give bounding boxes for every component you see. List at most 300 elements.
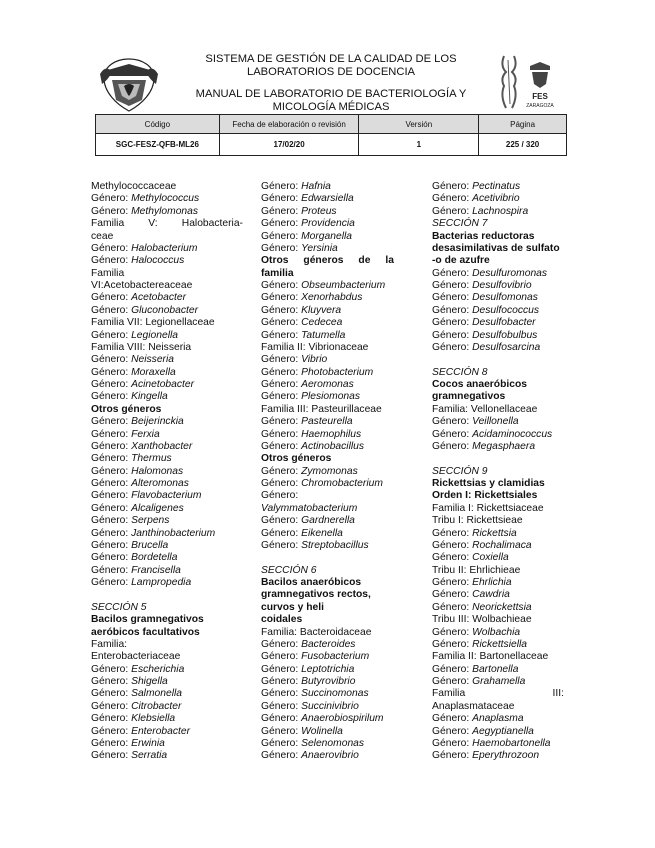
genus-label: Género:: [432, 341, 473, 353]
taxonomy-line: Tribu I: Rickettsieae: [432, 515, 523, 527]
genus-label: Género:: [261, 205, 302, 217]
spacer: [432, 453, 564, 465]
genus-name: Kingella: [131, 391, 168, 403]
genus-label: Género:: [432, 737, 473, 749]
genus-name: Desulfuromonas: [472, 267, 548, 279]
genus-line: [432, 342, 564, 354]
genus-label: Género:: [91, 688, 132, 700]
genus-line: [91, 367, 243, 379]
genus-name: Neorickettsia: [472, 601, 532, 613]
genus-line: [261, 676, 394, 688]
genus-line: [261, 688, 394, 700]
genus-name: Aegyptianella: [472, 725, 534, 737]
genus-label: Género:: [261, 317, 302, 329]
genus-label: Género:: [91, 440, 132, 452]
genus-label: Género:: [261, 713, 302, 725]
genus-label: Género:: [261, 230, 302, 242]
genus-line: [432, 552, 564, 564]
genus-label: Género:: [432, 539, 473, 551]
genus-line: [432, 627, 564, 639]
taxonomy-line: Familia III: Pasteurillaceae: [261, 403, 382, 415]
control-table-value-row: [96, 134, 567, 156]
bold-heading: Bacterias reductoras desasimilativas de sulfato -o de azufre: [432, 230, 560, 267]
genus-line: [432, 193, 564, 205]
genus-label: Género:: [432, 428, 473, 440]
taxonomy-line: Familia II: Vibrionaceae: [261, 341, 369, 353]
bold-heading: Otros géneros: [91, 403, 162, 415]
genus-line: [91, 193, 243, 205]
genus-line: [261, 478, 394, 490]
genus-line: [432, 750, 564, 762]
genus-name: Acetobacter: [131, 292, 187, 304]
genus-line: [261, 466, 394, 478]
genus-label: Género:: [261, 292, 302, 304]
section-heading: SECCIÓN 5: [91, 601, 147, 613]
genus-line: [261, 639, 394, 651]
genus-line: [91, 503, 243, 515]
genus-line: [432, 292, 564, 304]
genus-line: [91, 664, 243, 676]
genus-line: [261, 515, 394, 527]
genus-name: Photobacterium: [301, 366, 374, 378]
genus-line: [432, 330, 564, 342]
genus-label: Género:: [261, 416, 302, 428]
genus-label: Género:: [261, 676, 302, 687]
genus-line: [91, 750, 243, 762]
genus-name: Methylococcus: [131, 193, 200, 205]
genus-name: Serratia: [131, 750, 168, 762]
genus-name: Desulfococcus: [472, 304, 540, 316]
genus-label: Género:: [91, 713, 132, 725]
genus-name: Salmonella: [131, 688, 183, 700]
genus-line: [261, 206, 394, 218]
genus-label: Género:: [432, 205, 473, 217]
genus-name: Halococcus: [131, 255, 185, 267]
value-code: SGC-FESZ-QFB-ML26: [96, 134, 220, 156]
genus-label: Género:: [261, 391, 302, 403]
genus-line: [261, 503, 394, 515]
genus-name: Eperythrozoon: [472, 750, 540, 762]
genus-line: [91, 552, 243, 564]
genus-label: Género:: [91, 453, 132, 465]
genus-line: [432, 528, 564, 540]
genus-line: [91, 713, 243, 725]
genus-line: [91, 466, 243, 478]
genus-label: Género:: [91, 304, 132, 316]
genus-label: Género:: [261, 651, 302, 663]
genus-line: [261, 193, 394, 205]
taxonomy-line: Familia: Vellonellaceae: [432, 403, 538, 415]
genus-label: Género:: [261, 242, 302, 254]
genus-name: Shigella: [131, 676, 168, 687]
unam-crest-logo: [98, 56, 160, 114]
system-title-line1: SISTEMA DE GESTIÓN DE LA CALIDAD DE LOS: [205, 53, 457, 65]
genus-label: Género:: [91, 242, 132, 254]
genus-label: Género:: [432, 280, 473, 291]
genus-label: Género:: [432, 416, 473, 428]
genus-label: Género:: [261, 750, 302, 762]
section-heading: SECCIÓN 6: [261, 564, 317, 576]
genus-line: [432, 602, 564, 614]
genus-label: Género:: [432, 663, 473, 675]
genus-line: [432, 738, 564, 750]
system-title-line2: LABORATORIOS DE DOCENCIA: [246, 66, 416, 78]
genus-line: [91, 379, 243, 391]
taxonomy-line: Familia V: Halobacteria-: [91, 218, 243, 230]
control-table-header-row: [96, 115, 567, 134]
genus-line: [261, 664, 394, 676]
genus-label: Género:: [91, 737, 132, 749]
genus-line: [91, 688, 243, 700]
genus-name: Eikenella: [301, 527, 343, 539]
genus-label: Género:: [91, 577, 132, 588]
genus-label: Género:: [432, 317, 473, 329]
zaragoza-logo-text: ZARAGOZA: [526, 103, 554, 109]
genus-label: Género:: [432, 676, 473, 687]
genus-label: Género:: [261, 366, 302, 378]
header-version: Versión: [359, 115, 479, 134]
genus-line: [432, 280, 564, 292]
genus-line: [261, 726, 394, 738]
section-heading: SECCIÓN 9: [432, 465, 488, 477]
genus-label: Género:: [91, 700, 132, 712]
genus-line: [432, 416, 564, 428]
genus-label: Género:: [91, 750, 132, 762]
genus-line: [261, 391, 394, 403]
taxonomy-line: Familia VII: Legionellaceae: [91, 317, 215, 329]
section-heading: SECCIÓN 7: [432, 218, 488, 230]
genus-label: Género:: [432, 304, 473, 316]
genus-name: Coxiella: [472, 552, 509, 564]
genus-name: Hafnia: [301, 181, 331, 192]
genus-label: Género:: [91, 205, 132, 217]
taxonomy-line: Familia:: [91, 638, 128, 650]
text-column-2: [261, 181, 394, 763]
genus-label: Género:: [432, 750, 473, 762]
bold-heading: Cocos anaeróbicos gramnegativos: [432, 379, 527, 403]
genus-line: [91, 243, 243, 255]
genus-name: Legionella: [131, 329, 179, 341]
header-date: Fecha de elaboración o revisión: [219, 115, 359, 134]
genus-label: Género:: [91, 255, 132, 267]
genus-line: [432, 441, 564, 453]
genus-label: Género:: [91, 490, 132, 502]
genus-name: Flavobacterium: [131, 490, 202, 502]
genus-line: [261, 280, 394, 292]
genus-label: Género:: [91, 515, 132, 527]
genus-label: Género:: [91, 416, 132, 428]
genus-label: Género:: [432, 181, 473, 192]
genus-label: Género:: [261, 515, 302, 527]
genus-line: [261, 701, 394, 713]
genus-name: Anaerobiospirilum: [301, 713, 384, 725]
genus-line: [91, 540, 243, 552]
taxonomy-line: Género:: [261, 490, 299, 502]
genus-line: [261, 429, 394, 441]
genus-label: Género:: [432, 193, 473, 205]
genus-label: Género:: [432, 440, 473, 452]
taxonomy-line: Familia III:: [432, 688, 564, 700]
genus-name: Pectinatus: [472, 181, 521, 192]
value-date: 17/02/20: [219, 134, 359, 156]
genus-line: [91, 255, 243, 267]
genus-line: [91, 701, 243, 713]
genus-label: Género:: [91, 676, 132, 687]
genus-line: [432, 713, 564, 725]
taxonomy-line: Tribu III: Wolbachieae: [432, 614, 532, 626]
genus-line: [91, 354, 243, 366]
genus-line: [432, 317, 564, 329]
genus-name: Providencia: [301, 218, 355, 230]
fes-zaragoza-logo: [496, 52, 562, 114]
genus-label: Género:: [261, 465, 302, 477]
genus-line: [432, 589, 564, 601]
text-column-3: [432, 181, 564, 763]
bold-heading: familia: [261, 267, 294, 279]
genus-name: Wolinella: [301, 725, 343, 737]
genus-name: Haemophilus: [301, 428, 362, 440]
genus-line: [432, 726, 564, 738]
bold-heading: Otros géneros de la: [261, 255, 394, 267]
genus-label: Género:: [261, 304, 302, 316]
genus-line: [91, 577, 243, 589]
genus-name: Francisella: [131, 564, 181, 576]
fes-zaragoza-emblem: [496, 52, 562, 114]
genus-line: [261, 330, 394, 342]
genus-line: [261, 181, 394, 193]
genus-label: Género:: [432, 725, 473, 737]
genus-line: [91, 453, 243, 465]
genus-label: Género:: [91, 391, 132, 403]
value-version: 1: [359, 134, 479, 156]
genus-name: Enterobacter: [131, 725, 191, 737]
manual-title-line2: MICOLOGÍA MÉDICAS: [272, 101, 390, 113]
genus-line: [91, 490, 243, 502]
taxonomy-line: Familia I: Rickettsiaceae: [432, 502, 544, 514]
genus-name: Haemobartonella: [472, 737, 551, 749]
genus-label: Género:: [261, 354, 302, 366]
genus-label: Género:: [91, 193, 132, 205]
genus-label: Género:: [91, 354, 132, 366]
genus-line: [91, 726, 243, 738]
genus-name: Rochalimaca: [472, 539, 532, 551]
genus-label: Género:: [261, 638, 302, 650]
genus-line: [261, 317, 394, 329]
genus-name: Lampropedia: [131, 577, 192, 588]
genus-name: Xenorhabdus: [301, 292, 363, 304]
genus-label: Género:: [261, 527, 302, 539]
genus-label: Género:: [432, 577, 473, 588]
genus-name: Valymmatobacterium: [261, 502, 358, 514]
genus-name: Actinobacillus: [301, 440, 365, 452]
genus-line: [432, 664, 564, 676]
genus-name: Cawdria: [472, 589, 510, 601]
genus-label: Género:: [432, 267, 473, 279]
taxonomy-line: Familia VIII: Neisseria: [91, 341, 192, 353]
genus-line: [91, 515, 243, 527]
genus-line: [261, 713, 394, 725]
genus-name: Serpens: [131, 515, 170, 527]
genus-name: Obseumbacterium: [301, 280, 386, 291]
genus-name: Butyrovibrio: [301, 676, 356, 687]
genus-name: Rickettsia: [472, 527, 517, 539]
genus-line: [91, 292, 243, 304]
genus-name: Bordetella: [131, 552, 178, 564]
genus-line: [91, 676, 243, 688]
genus-name: Chromobacterium: [301, 478, 383, 489]
spacer: [432, 354, 564, 366]
genus-name: Edwarsiella: [301, 193, 354, 205]
genus-name: Halomonas: [131, 465, 184, 477]
genus-name: Morganella: [301, 230, 353, 242]
genus-name: Streptobacillus: [301, 539, 369, 551]
genus-line: [261, 231, 394, 243]
genus-line: [261, 540, 394, 552]
genus-label: Género:: [432, 601, 473, 613]
genus-line: [91, 478, 243, 490]
genus-label: Género:: [91, 379, 132, 390]
genus-name: Leptotrichia: [301, 663, 355, 675]
manual-title-line1: MANUAL DE LABORATORIO DE BACTERIOLOGÍA Y: [195, 88, 467, 100]
genus-name: Alcaligenes: [131, 502, 184, 514]
genus-line: [261, 738, 394, 750]
genus-name: Janthinobacterium: [131, 527, 216, 539]
spacer: [91, 589, 243, 601]
genus-line: [432, 577, 564, 589]
taxonomy-line: Anaplasmataceae: [432, 700, 515, 712]
genus-label: Género:: [432, 527, 473, 539]
genus-name: Brucella: [131, 539, 169, 551]
genus-name: Desulfomonas: [472, 292, 538, 304]
genus-name: Zymomonas: [301, 465, 358, 477]
genus-name: Veillonella: [472, 416, 519, 428]
genus-line: [261, 218, 394, 230]
genus-line: [261, 243, 394, 255]
genus-name: Desulfobacter: [472, 317, 536, 329]
genus-line: [261, 305, 394, 317]
genus-label: Género:: [91, 428, 132, 440]
genus-name: Gardnerella: [301, 515, 355, 527]
genus-name: Anaerovibrio: [301, 750, 359, 762]
genus-name: Megasphaera: [472, 440, 536, 452]
genus-name: Vibrio: [301, 354, 328, 366]
genus-name: Beijerinckia: [131, 416, 184, 428]
genus-label: Género:: [432, 329, 473, 341]
genus-line: [432, 639, 564, 651]
taxonomy-line: Tribu II: Ehrlichieae: [432, 564, 521, 576]
genus-line: [432, 429, 564, 441]
genus-line: [261, 416, 394, 428]
genus-label: Género:: [261, 688, 302, 700]
genus-label: Género:: [432, 638, 473, 650]
genus-line: [432, 181, 564, 193]
genus-name: Aeromonas: [301, 379, 354, 390]
value-page: 225 / 320: [479, 134, 567, 156]
taxonomy-line: Familia: [91, 267, 125, 279]
genus-name: Xanthobacter: [131, 440, 193, 452]
bold-heading: Bacilos anaeróbicos gramnegativos rectos, curvos y heli: [261, 577, 371, 613]
genus-line: [261, 379, 394, 391]
genus-name: Gluconobacter: [131, 304, 199, 316]
genus-label: Género:: [261, 329, 302, 341]
genus-label: Género:: [432, 589, 473, 601]
genus-name: Proteus: [301, 205, 337, 217]
genus-line: [91, 738, 243, 750]
genus-name: Tatumella: [301, 329, 346, 341]
genus-name: Desulfobulbus: [472, 329, 538, 341]
genus-line: [432, 305, 564, 317]
taxonomy-line: Enterobacteriaceae: [91, 651, 181, 663]
genus-line: [432, 206, 564, 218]
genus-label: Género:: [91, 292, 132, 304]
section-heading: SECCIÓN 8: [432, 366, 488, 378]
genus-label: Género:: [261, 700, 302, 712]
genus-name: Anaplasma: [472, 713, 524, 725]
genus-label: Género:: [261, 193, 302, 205]
taxonomy-line: Familia: Bacteroidaceae: [261, 626, 372, 638]
genus-label: Género:: [91, 527, 132, 539]
genus-name: Neisseria: [131, 354, 174, 366]
genus-label: Género:: [432, 626, 473, 638]
genus-label: Género:: [261, 663, 302, 675]
genus-label: Género:: [432, 552, 473, 564]
genus-name: Halobacterium: [131, 242, 198, 254]
genus-label: Género:: [261, 440, 302, 452]
genus-label: Género:: [91, 539, 132, 551]
taxonomy-line: ceae: [91, 230, 114, 242]
fes-logo-text: FES: [532, 92, 548, 101]
genus-line: [91, 416, 243, 428]
taxonomy-line: Methylococcaceae: [91, 181, 177, 192]
genus-label: Género:: [91, 329, 132, 341]
genus-name: Acidaminococcus: [472, 428, 553, 440]
genus-label: Género:: [432, 713, 473, 725]
genus-line: [91, 391, 243, 403]
genus-name: Bacteroides: [301, 638, 356, 650]
genus-line: [261, 651, 394, 663]
system-title: [180, 53, 482, 79]
genus-line: [91, 305, 243, 317]
genus-name: Cedecea: [301, 317, 343, 329]
header-page: Página: [479, 115, 567, 134]
genus-name: Plesiomonas: [301, 391, 361, 403]
genus-name: Ferxia: [131, 428, 160, 440]
bold-heading: Orden I: Rickettsiales: [432, 490, 538, 502]
taxonomy-line: VI:Acetobactereaceae: [91, 280, 193, 291]
genus-line: [261, 354, 394, 366]
genus-label: Género:: [91, 478, 132, 489]
genus-name: Methylomonas: [131, 205, 199, 217]
genus-name: Desulfosarcina: [472, 341, 541, 353]
genus-name: Selenomonas: [301, 737, 365, 749]
genus-name: Rickettsiella: [472, 638, 528, 650]
genus-name: Ehrlichia: [472, 577, 512, 588]
genus-name: Erwinia: [131, 737, 165, 749]
genus-line: [91, 441, 243, 453]
taxonomy-line: Familia II: Bartonellaceae: [432, 651, 549, 663]
genus-name: Yersinia: [301, 242, 338, 254]
genus-label: Género:: [261, 181, 302, 192]
genus-label: Género:: [261, 218, 302, 230]
genus-label: Género:: [261, 737, 302, 749]
genus-label: Género:: [91, 366, 132, 378]
genus-label: Género:: [91, 564, 132, 576]
genus-line: [432, 268, 564, 280]
manual-title: [180, 88, 482, 114]
genus-line: [261, 292, 394, 304]
bold-heading: Bacilos gramnegativos aeróbicos facultativos: [91, 614, 204, 638]
genus-line: [261, 367, 394, 379]
